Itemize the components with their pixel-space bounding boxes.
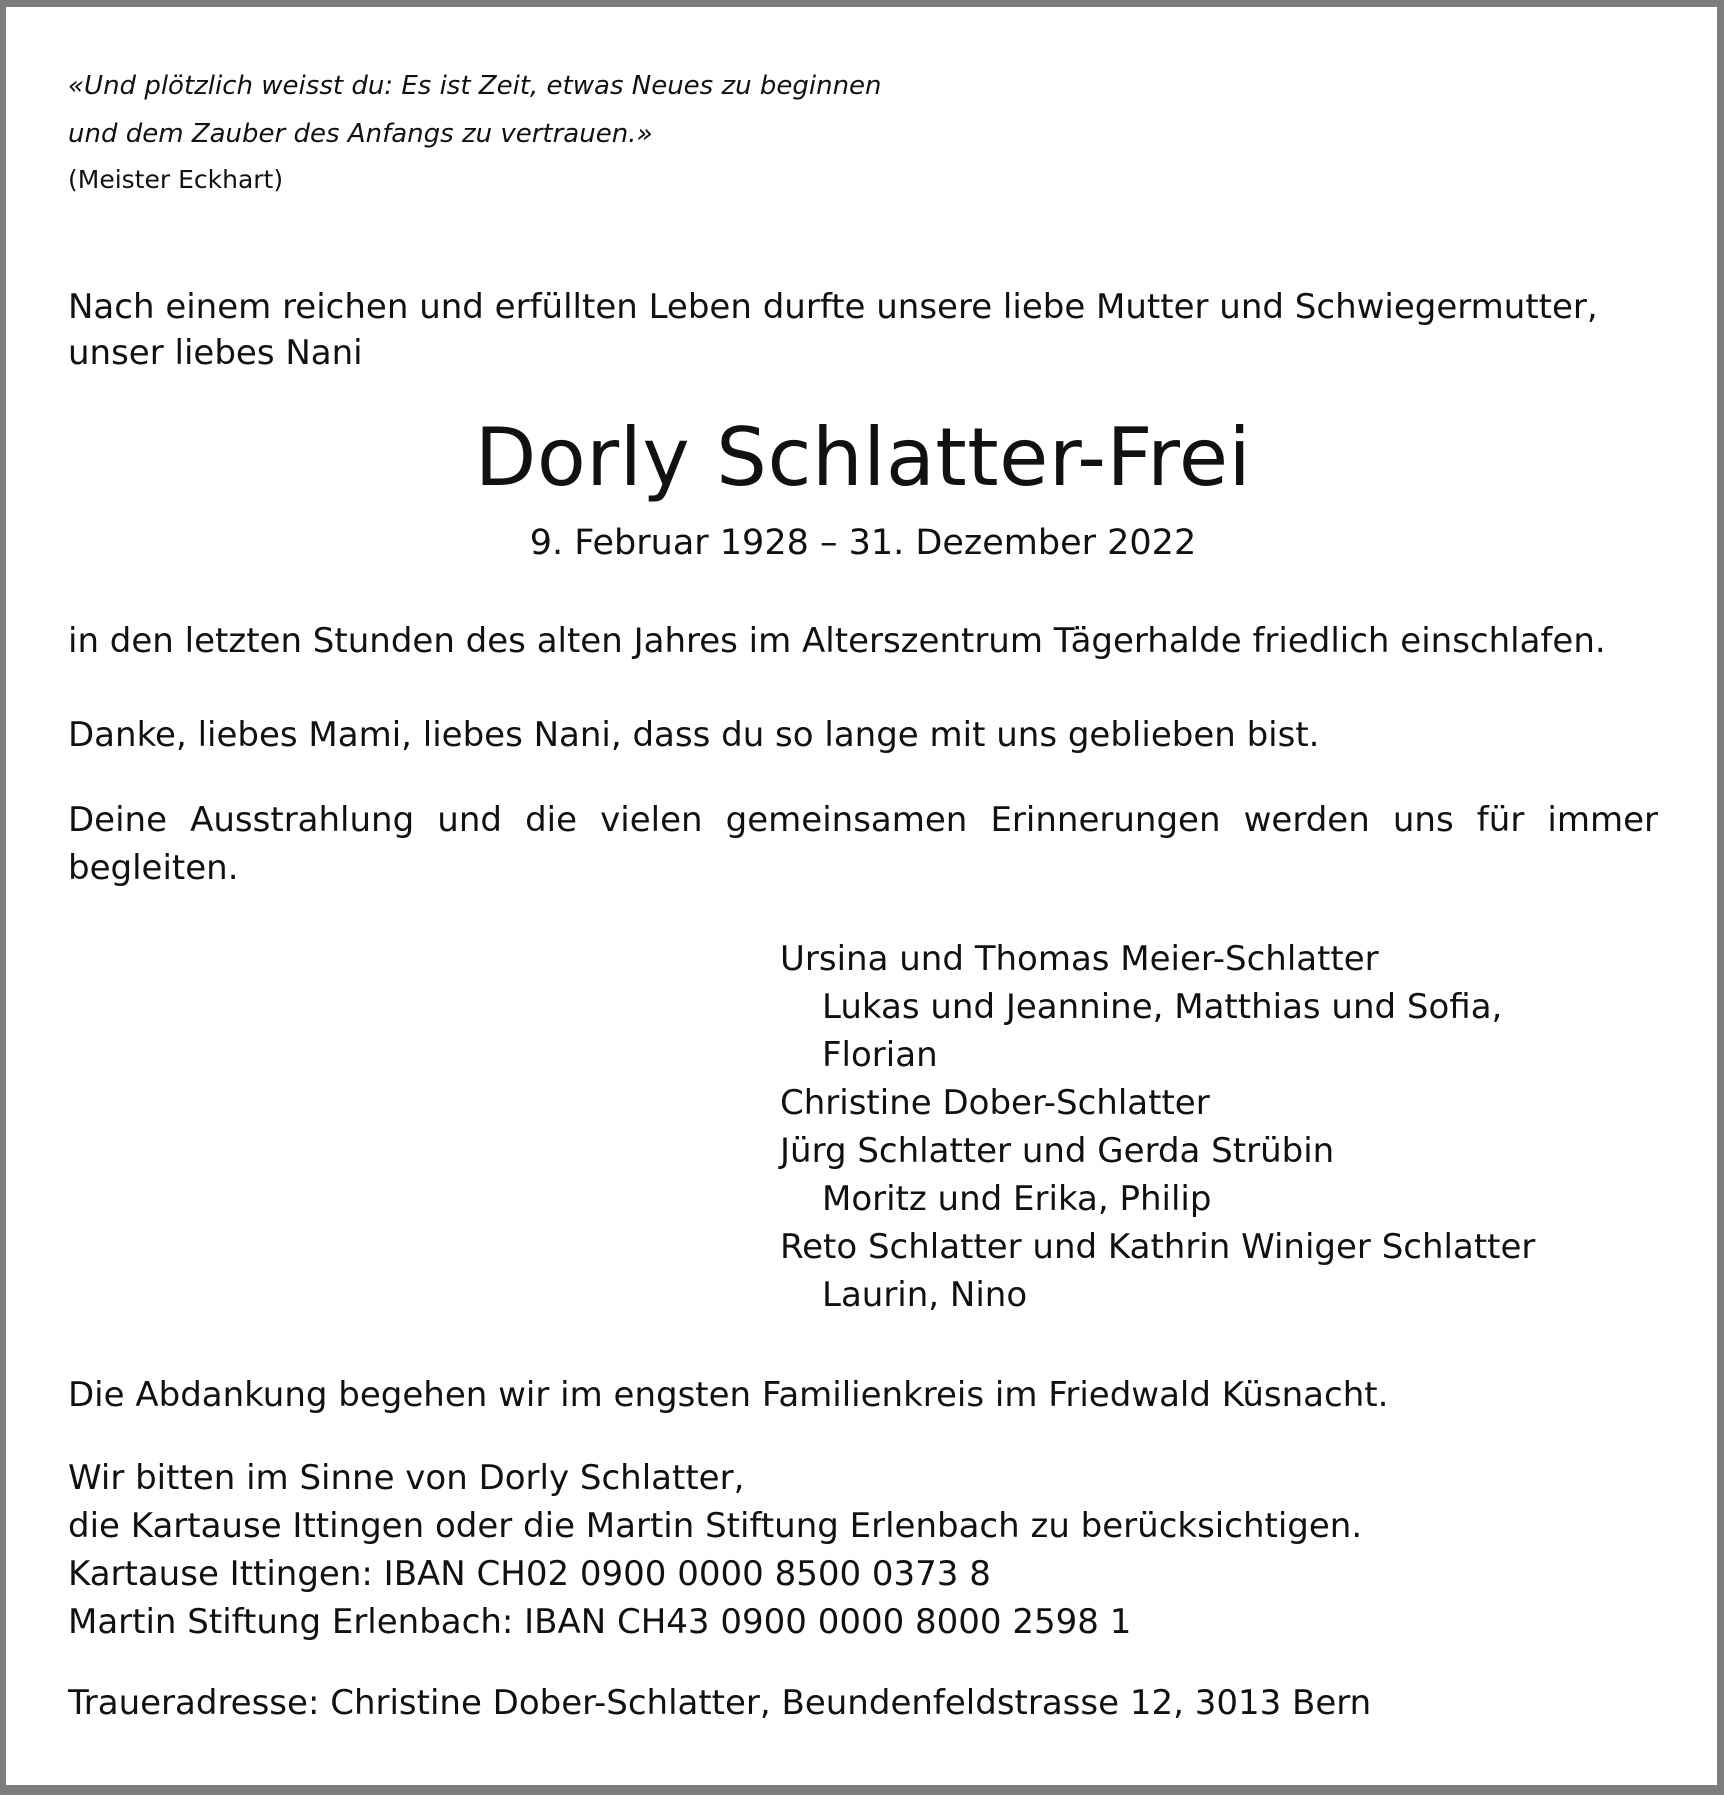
quote-line: und dem Zauber des Anfangs zu vertrauen.» [68, 119, 653, 149]
life-dates: 9. Februar 1928 – 31. Dezember 2022 [529, 523, 1197, 563]
thanks-text: Danke, liebes Mami, liebes Nani, dass du so lange mit uns geblieben bist. [68, 715, 1320, 755]
mourning-address: Traueradresse: Christine Dober-Schlatter, Beundenfeldstrasse 12, 3013 Bern [68, 1683, 1372, 1723]
donation-iban: Kartause Ittingen: IBAN CH02 0900 0000 8500 0373 8 [68, 1554, 991, 1594]
funeral-notice: Die Abdankung begehen wir im engsten Familienkreis im Friedwald Küsnacht. [68, 1375, 1389, 1415]
intro-line: Nach einem reichen und erfüllten Leben durfte unsere liebe Mutter und Schwiegermutter, [68, 287, 1598, 327]
passing-text: in den letzten Stunden des alten Jahres im Alterszentrum Tägerhalde friedlich einschlafen. [68, 621, 1606, 661]
family-signatures [780, 935, 1535, 1319]
donation-iban: Martin Stiftung Erlenbach: IBAN CH43 0900 0000 8000 2598 1 [68, 1602, 1132, 1642]
family-member-children: Florian [822, 1035, 938, 1075]
family-member: Christine Dober-Schlatter [780, 1083, 1210, 1123]
quote-author: (Meister Eckhart) [68, 165, 284, 194]
family-member-children: Moritz und Erika, Philip [822, 1179, 1212, 1219]
memories-text: Deine Ausstrahlung und die vielen gemeinsamen Erinnerungen werden uns für immer begleiten. [68, 800, 1658, 888]
donation-request: Wir bitten im Sinne von Dorly Schlatter, [68, 1458, 745, 1498]
family-member: Jürg Schlatter und Gerda Strübin [780, 1131, 1335, 1171]
family-member: Reto Schlatter und Kathrin Winiger Schlatter [780, 1227, 1536, 1267]
quote-line: «Und plötzlich weisst du: Es ist Zeit, etwas Neues zu beginnen [68, 71, 882, 101]
family-member-children: Lukas und Jeannine, Matthias und Sofia, [822, 987, 1503, 1027]
intro-line: unser liebes Nani [68, 333, 363, 373]
family-member-children: Laurin, Nino [822, 1275, 1028, 1315]
family-member: Ursina und Thomas Meier-Schlatter [780, 939, 1379, 979]
epigraph-quote [68, 62, 882, 202]
donation-request: die Kartause Ittingen oder die Martin Stiftung Erlenbach zu berücksichtigen. [68, 1506, 1363, 1546]
deceased-name: Dorly Schlatter-Frei [474, 411, 1252, 504]
